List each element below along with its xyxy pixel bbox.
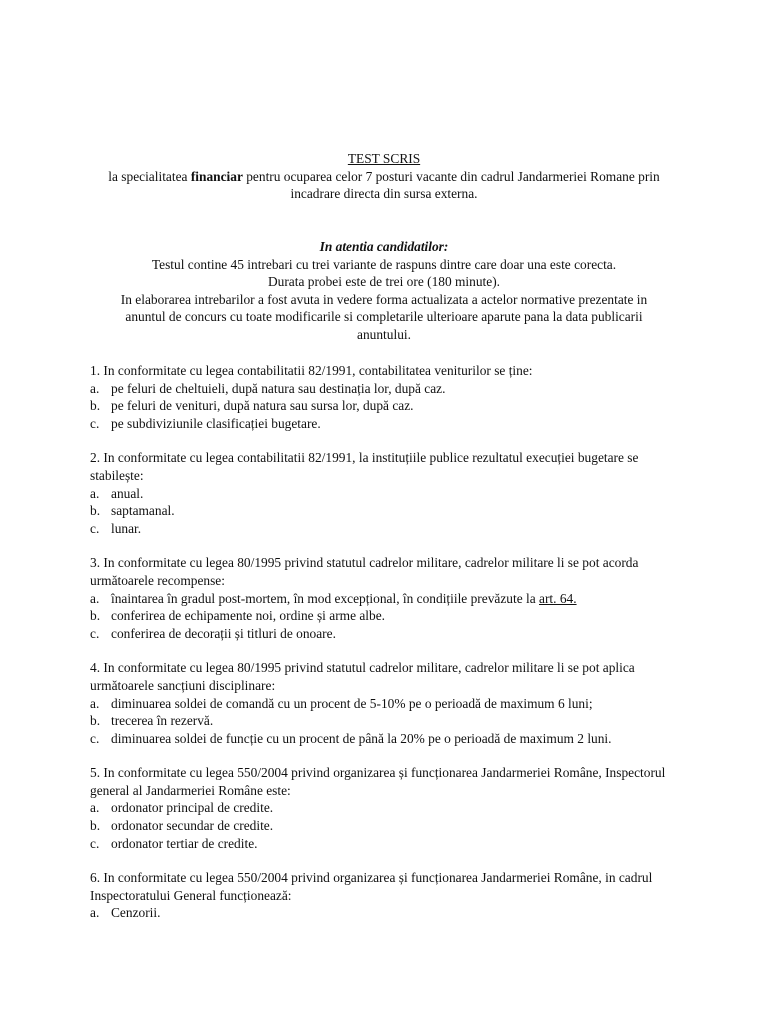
specialty-name: financiar [190, 168, 243, 184]
question-text: 3. In conformitate cu legea 80/1995 privind statutul cadrelor militare, cadrelor militare li se pot acorda următoarele recompense: [90, 555, 639, 588]
option-letter: c. [90, 730, 100, 746]
candidate-notice [110, 238, 658, 344]
document-subtitle-line2: incadrare directa din sursa externa. [290, 186, 478, 202]
option-text: conferirea de decorații și titluri de onoare. [111, 625, 336, 641]
option-text: pe subdiviziunile clasificației bugetare. [111, 415, 321, 431]
question-text: 6. In conformitate cu legea 550/2004 privind organizarea și funcționarea Jandarmeriei Române, in cadrul Inspectoratului General funcționează: [90, 870, 653, 903]
document-subtitle [90, 168, 678, 186]
answer-option [90, 712, 690, 730]
option-text: ordonator principal de credite. [111, 800, 274, 816]
question-2 [90, 449, 690, 537]
answer-option [90, 835, 690, 853]
answer-options [90, 485, 690, 538]
document-header [90, 150, 678, 203]
notice-line-legislation: In elaborarea intrebarilor a fost avuta in vedere forma actualizata a actelor normative prezentate in anuntul de concurs cu toate modificarile si completarile ulterioare aparute pana la data publicarii anuntului. [120, 291, 648, 342]
document-title: TEST SCRIS [347, 151, 421, 166]
option-letter: c. [90, 625, 100, 641]
article-link[interactable]: art. 64. [539, 590, 577, 606]
subtitle-rest: pentru ocuparea celor 7 posturi vacante din cadrul Jandarmeriei Romane prin [242, 168, 660, 184]
option-text: ordonator secundar de credite. [111, 818, 274, 834]
notice-line-questions: Testul contine 45 intrebari cu trei variante de raspuns dintre care doar una este corecta. [151, 256, 617, 272]
answer-option [90, 695, 690, 713]
question-1 [90, 362, 690, 432]
answer-option [90, 607, 690, 625]
answer-option [90, 625, 690, 643]
notice-title: In atentia candidatilor: [319, 239, 449, 254]
option-text: diminuarea soldei de comandă cu un procent de 5-10% pe o perioadă de maximum 6 luni; [111, 695, 593, 711]
answer-option [90, 415, 690, 433]
answer-options [90, 904, 690, 922]
notice-line-duration: Durata probei este de trei ore (180 minute). [267, 274, 500, 290]
answer-option [90, 485, 690, 503]
answer-option [90, 520, 690, 538]
answer-option [90, 380, 690, 398]
question-4 [90, 659, 690, 747]
option-text: pe feluri de cheltuieli, după natura sau destinația lor, după caz. [111, 380, 446, 396]
option-letter: c. [90, 835, 100, 851]
answer-option [90, 397, 690, 415]
answer-options [90, 695, 690, 748]
answer-option [90, 502, 690, 520]
subtitle-prefix: la specialitatea [108, 168, 191, 184]
option-letter: c. [90, 520, 100, 536]
option-text: pe feluri de venituri, după natura sau sursa lor, după caz. [111, 398, 414, 414]
answer-options [90, 590, 690, 643]
answer-option [90, 904, 690, 922]
question-text: 2. In conformitate cu legea contabilitatii 82/1991, la instituțiile publice rezultatul execuției bugetare se stabilește: [90, 450, 639, 483]
option-text: Cenzorii. [111, 905, 161, 921]
option-text: anual. [111, 485, 144, 501]
option-letter: a. [90, 905, 100, 921]
question-5 [90, 764, 690, 852]
option-text: saptamanal. [111, 503, 175, 519]
question-text: 1. In conformitate cu legea contabilitatii 82/1991, contabilitatea veniturilor se ține: [90, 363, 533, 378]
option-letter: a. [90, 590, 100, 606]
answer-option [90, 817, 690, 835]
question-text: 5. In conformitate cu legea 550/2004 privind organizarea și funcționarea Jandarmeriei Române, Inspectorul general al Jandarmeriei Române este: [90, 765, 666, 798]
answer-options [90, 799, 690, 852]
option-letter: b. [90, 608, 101, 624]
option-text: diminuarea soldei de funcție cu un procent de până la 20% pe o perioadă de maximum 2 luni. [111, 730, 612, 746]
answer-options [90, 380, 690, 433]
option-letter: b. [90, 818, 101, 834]
option-letter: b. [90, 713, 101, 729]
option-letter: a. [90, 380, 100, 396]
option-letter: a. [90, 800, 100, 816]
option-text: trecerea în rezervă. [111, 713, 214, 729]
option-letter: a. [90, 485, 100, 501]
option-text: lunar. [111, 520, 142, 536]
option-text: înaintarea în gradul post-mortem, în mod excepțional, în condițiile prevăzute la [111, 590, 539, 606]
question-list [90, 362, 690, 939]
option-letter: c. [90, 415, 100, 431]
answer-option [90, 590, 690, 608]
option-letter: b. [90, 503, 101, 519]
option-text: ordonator tertiar de credite. [111, 835, 258, 851]
answer-option [90, 730, 690, 748]
option-text: conferirea de echipamente noi, ordine și arme albe. [111, 608, 386, 624]
answer-option [90, 799, 690, 817]
question-6 [90, 869, 690, 922]
question-text: 4. In conformitate cu legea 80/1995 privind statutul cadrelor militare, cadrelor militare li se pot aplica următoarele sancțiuni disciplinare: [90, 660, 635, 693]
option-letter: b. [90, 398, 101, 414]
option-letter: a. [90, 695, 100, 711]
question-3 [90, 554, 690, 642]
